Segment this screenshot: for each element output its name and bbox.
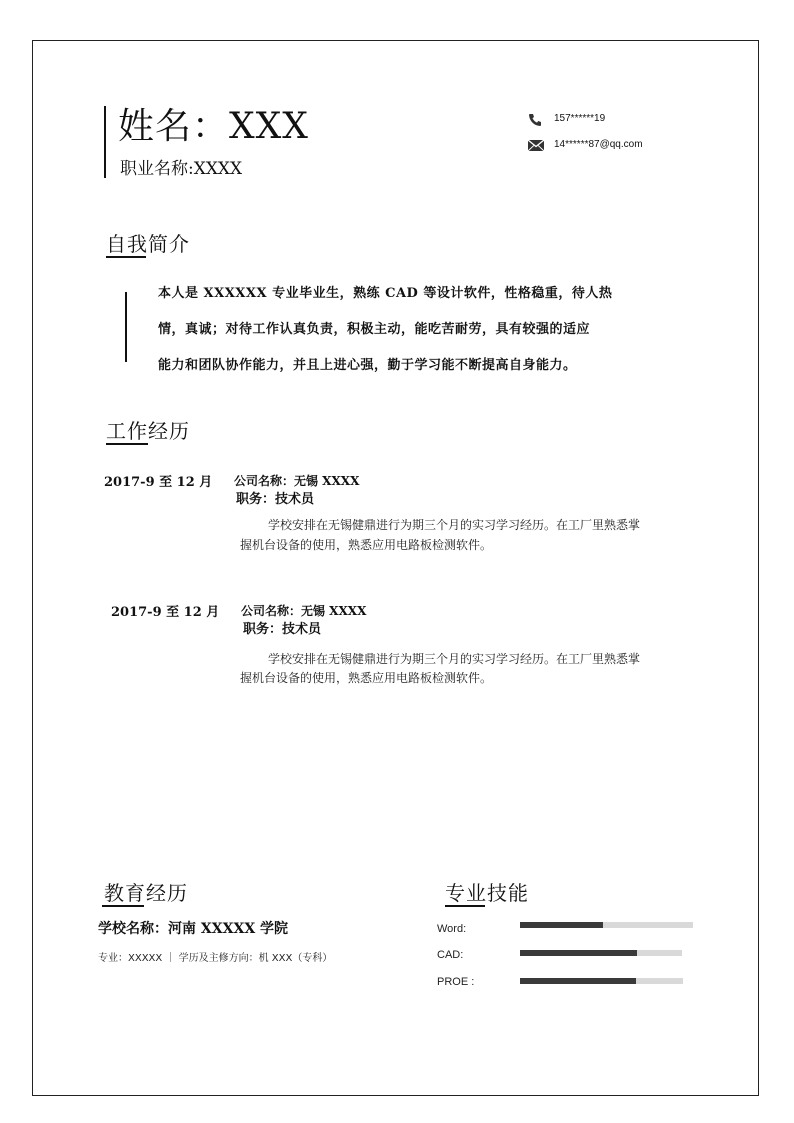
skill-label: PROE : bbox=[437, 976, 475, 988]
work-description-line: 握机台设备的使用，熟悉应用电路板检测软件。 bbox=[240, 538, 493, 552]
work-company: 公司名称：无锡 XXXX bbox=[241, 604, 367, 618]
phone-icon bbox=[527, 112, 543, 131]
skill-bar-fill bbox=[520, 978, 636, 984]
work-description-line: 学校安排在无锡健鼎进行为期三个月的实习学习经历。在工厂里熟悉掌 bbox=[268, 518, 641, 532]
intro-heading: 自我简介 bbox=[106, 232, 190, 256]
name-accent-bar bbox=[104, 106, 106, 178]
work-company: 公司名称：无锡 XXXX bbox=[234, 474, 360, 488]
skill-bar-fill bbox=[520, 950, 637, 956]
work-description-line: 握机台设备的使用，熟悉应用电路板检测软件。 bbox=[240, 671, 493, 685]
skills-heading: 专业技能 bbox=[445, 881, 529, 905]
work-description-line: 学校安排在无锡健鼎进行为期三个月的实习学习经历。在工厂里熟悉掌 bbox=[268, 652, 641, 666]
skill-bar-fill bbox=[520, 922, 603, 928]
education-heading-underline bbox=[102, 905, 144, 907]
education-school: 学校名称：河南 XXXXX 学院 bbox=[98, 921, 289, 937]
email-address: 14******87@qq.com bbox=[554, 139, 643, 150]
skill-label: Word: bbox=[437, 923, 467, 935]
job-title: 职业名称:XXXX bbox=[120, 159, 243, 179]
work-date: 2017-9 至 12 月 bbox=[111, 605, 220, 620]
education-heading: 教育经历 bbox=[104, 881, 188, 905]
skill-label: CAD: bbox=[437, 949, 464, 961]
person-name: 姓名：XXX bbox=[118, 106, 309, 147]
intro-line: 情，真诚；对待工作认真负责，积极主动，能吃苦耐劳，具有较强的适应 bbox=[158, 322, 591, 337]
work-role: 职务：技术员 bbox=[243, 622, 322, 637]
skill-bar bbox=[520, 978, 683, 984]
work-date: 2017-9 至 12 月 bbox=[104, 475, 213, 490]
skills-heading-underline bbox=[445, 905, 485, 907]
envelope-icon bbox=[527, 137, 545, 156]
skill-bar bbox=[520, 922, 693, 928]
education-detail: 专业：XXXXX ｜ 学历及主修方向：机 XXX（专科） bbox=[98, 953, 333, 964]
phone-number: 157******19 bbox=[554, 113, 606, 124]
skill-bar bbox=[520, 950, 682, 956]
intro-accent-bar bbox=[125, 292, 127, 362]
intro-line: 能力和团队协作能力，并且上进心强，勤于学习能不断提高自身能力。 bbox=[158, 358, 577, 373]
intro-line: 本人是 XXXXXX 专业毕业生，熟练 CAD 等设计软件，性格稳重，待人热 bbox=[158, 286, 613, 301]
work-role: 职务：技术员 bbox=[236, 492, 315, 507]
work-heading-underline bbox=[106, 443, 148, 445]
intro-heading-underline bbox=[106, 256, 146, 258]
work-heading: 工作经历 bbox=[106, 419, 190, 443]
